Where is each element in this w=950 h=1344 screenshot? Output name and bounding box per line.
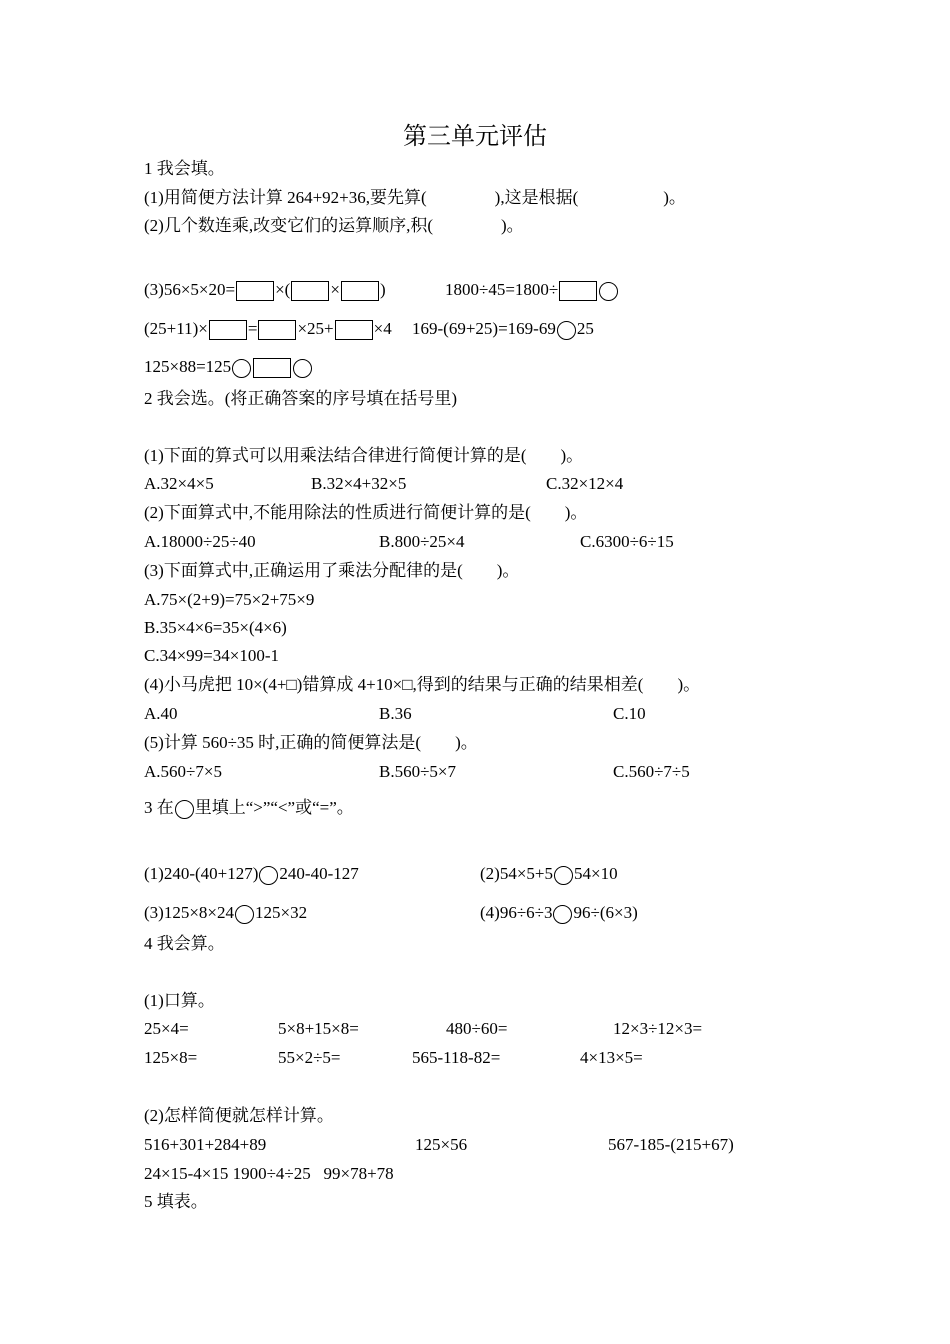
answer-circle[interactable] (235, 905, 254, 924)
s4-calc: 125×8= (144, 1048, 198, 1067)
s4-subheading-1: (1)口算。 (144, 991, 215, 1010)
text: 96÷(6×3) (573, 903, 638, 922)
s2-q4-option-a: A.40 (144, 704, 178, 723)
text: 54×10 (574, 864, 618, 883)
text: ×4 (373, 319, 392, 338)
s4-calc: 567-185-(215+67) (608, 1135, 734, 1154)
text: ) (379, 280, 386, 299)
s2-q2-option-b: B.800÷25×4 (379, 532, 465, 551)
s2-q5-option-b: B.560÷5×7 (379, 762, 457, 781)
answer-box[interactable] (253, 358, 291, 378)
answer-circle[interactable] (293, 359, 312, 378)
s2-q2-option-c: C.6300÷6÷15 (580, 532, 674, 551)
s4-calc: 516+301+284+89 (144, 1135, 267, 1154)
text: 里填上“>”“<”或“=”。 (194, 798, 354, 817)
answer-box[interactable] (341, 281, 379, 301)
text: (3)125×8×24 (144, 903, 234, 922)
text: = (247, 319, 258, 338)
section-1-heading: 1 我会填。 (144, 159, 225, 178)
page-title: 第三单元评估 (403, 124, 547, 150)
text: 1800÷45=1800÷ (445, 280, 559, 299)
text: (25+11)× (144, 319, 208, 338)
s2-question-4: (4)小马虎把 10×(4+□)错算成 4+10×□,得到的结果与正确的结果相差( )。 (144, 675, 701, 694)
s3-problem-2 (480, 863, 618, 885)
answer-circle[interactable] (557, 321, 576, 340)
text: (1)240-(40+127) (144, 864, 259, 883)
s1-q3-row-1a (144, 279, 386, 301)
s4-calc: 565-118-82= (412, 1048, 501, 1067)
s4-calc: 55×2÷5= (278, 1048, 341, 1067)
s1-q3-row-2a (144, 318, 392, 340)
text: × (330, 280, 340, 299)
s4-calc-row: 24×15-4×15 1900÷4÷25 99×78+78 (144, 1164, 394, 1183)
answer-circle[interactable] (232, 359, 251, 378)
s4-calc: 480÷60= (446, 1019, 508, 1038)
s1-question-2: (2)几个数连乘,改变它们的运算顺序,积( )。 (144, 216, 524, 235)
text: (2)54×5+5 (480, 864, 553, 883)
s2-q3-option-a: A.75×(2+9)=75×2+75×9 (144, 590, 315, 609)
answer-circle[interactable] (259, 866, 278, 885)
s2-q5-option-a: A.560÷7×5 (144, 762, 222, 781)
section-3-heading (144, 797, 354, 819)
s4-calc: 12×3÷12×3= (613, 1019, 703, 1038)
text: (4)96÷6÷3 (480, 903, 553, 922)
s2-q4-option-b: B.36 (379, 704, 412, 723)
answer-box[interactable] (291, 281, 329, 301)
s2-question-5: (5)计算 560÷35 时,正确的简便算法是( )。 (144, 733, 478, 752)
s1-question-1: (1)用简便方法计算 264+92+36,要先算( ),这是根据( )。 (144, 188, 686, 207)
text: 125×32 (255, 903, 308, 922)
s2-q4-option-c: C.10 (613, 704, 646, 723)
s2-question-3: (3)下面算式中,正确运用了乘法分配律的是( )。 (144, 561, 520, 580)
answer-box[interactable] (236, 281, 274, 301)
answer-circle[interactable] (599, 282, 618, 301)
s2-q1-option-a: A.32×4×5 (144, 474, 214, 493)
section-5-heading: 5 填表。 (144, 1192, 208, 1211)
s2-q1-option-b: B.32×4+32×5 (311, 474, 407, 493)
s4-calc: 5×8+15×8= (278, 1019, 359, 1038)
answer-circle[interactable] (554, 866, 573, 885)
s4-calc: 25×4= (144, 1019, 189, 1038)
s1-q3-row-1b (445, 279, 619, 301)
text: 3 在 (144, 798, 174, 817)
text: 169-(69+25)=169-69 (412, 319, 556, 338)
s3-problem-1 (144, 863, 359, 885)
s4-subheading-2: (2)怎样简便就怎样计算。 (144, 1106, 334, 1125)
section-4-heading: 4 我会算。 (144, 934, 225, 953)
s2-q2-option-a: A.18000÷25÷40 (144, 532, 256, 551)
answer-box[interactable] (559, 281, 597, 301)
text: 125×88=125 (144, 357, 232, 376)
text: 25 (576, 319, 594, 338)
answer-box[interactable] (209, 320, 247, 340)
circle-symbol (175, 800, 194, 819)
s2-q1-option-c: C.32×12×4 (546, 474, 624, 493)
s3-problem-4 (480, 902, 638, 924)
text: ×( (275, 280, 291, 299)
answer-box[interactable] (258, 320, 296, 340)
answer-circle[interactable] (553, 905, 572, 924)
answer-box[interactable] (335, 320, 373, 340)
s4-calc: 4×13×5= (580, 1048, 643, 1067)
text: (3)56×5×20= (144, 280, 236, 299)
s2-q3-option-c: C.34×99=34×100-1 (144, 646, 280, 665)
s2-q3-option-b: B.35×4×6=35×(4×6) (144, 618, 287, 637)
text: ×25+ (297, 319, 334, 338)
s4-calc: 125×56 (415, 1135, 468, 1154)
s1-q3-row-3 (144, 356, 313, 378)
s2-q5-option-c: C.560÷7÷5 (613, 762, 690, 781)
section-2-heading: 2 我会选。(将正确答案的序号填在括号里) (144, 389, 458, 408)
s1-q3-row-2b (412, 318, 594, 340)
s2-question-1: (1)下面的算式可以用乘法结合律进行简便计算的是( )。 (144, 446, 584, 465)
s2-question-2: (2)下面算式中,不能用除法的性质进行简便计算的是( )。 (144, 503, 588, 522)
text: 240-40-127 (279, 864, 359, 883)
s3-problem-3 (144, 902, 307, 924)
